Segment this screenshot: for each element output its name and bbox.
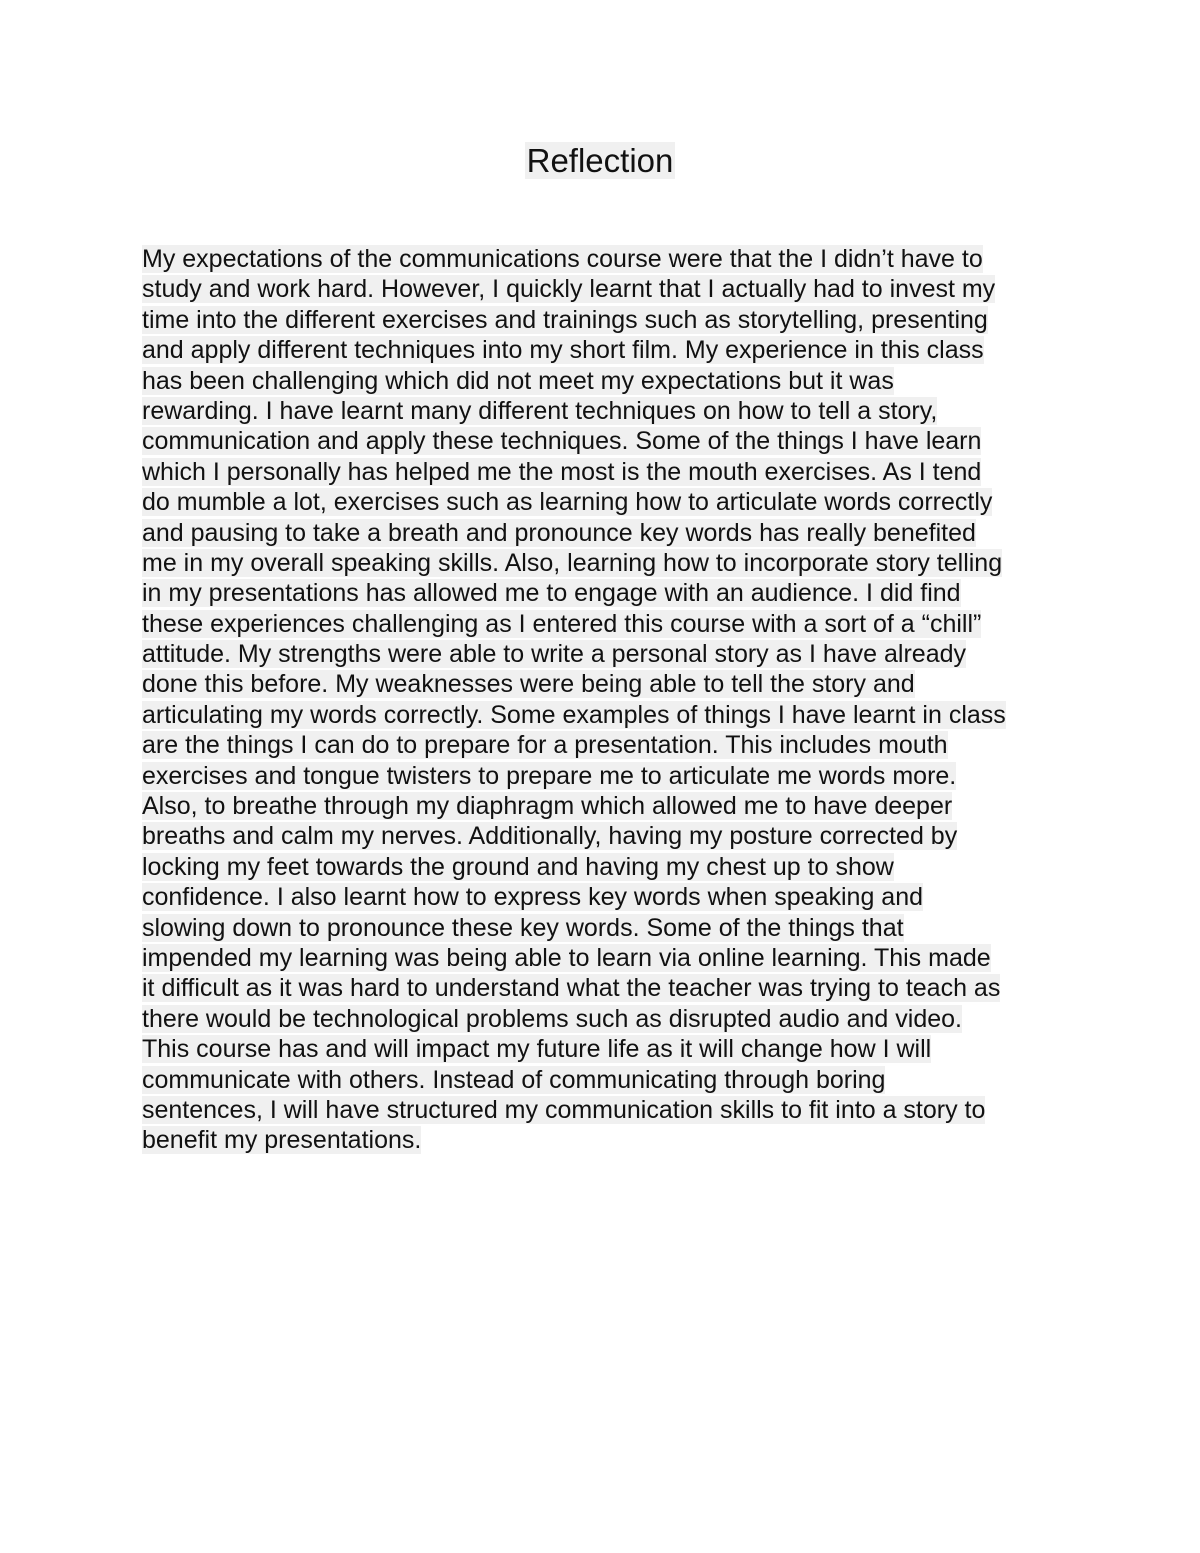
body-line: communication and apply these techniques. Some of the things I have learn	[142, 427, 982, 456]
body-line: sentences, I will have structured my communication skills to fit into a story to	[142, 1095, 986, 1124]
body-line: rewarding. I have learnt many different techniques on how to tell a story,	[142, 396, 938, 425]
body-line: are the things I can do to prepare for a presentation. This includes mouth	[142, 731, 948, 760]
body-line: confidence. I also learnt how to express key words when speaking and	[142, 883, 924, 912]
body-line: breaths and calm my nerves. Additionally, having my posture corrected by	[142, 822, 958, 851]
body-line: study and work hard. However, I quickly learnt that I actually had to invest my	[142, 275, 996, 304]
body-line: articulating my words correctly. Some examples of things I have learnt in class	[142, 700, 1006, 729]
body-line: locking my feet towards the ground and having my chest up to show	[142, 852, 894, 881]
document-title-text: Reflection	[526, 142, 674, 179]
body-line: there would be technological problems such as disrupted audio and video.	[142, 1004, 962, 1033]
body-line: communicate with others. Instead of communicating through boring	[142, 1065, 886, 1094]
body-line: This course has and will impact my future life as it will change how I will	[142, 1035, 932, 1064]
body-line: impended my learning was being able to learn via online learning. This made	[142, 943, 991, 972]
body-line: which I personally has helped me the most is the mouth exercises. As I tend	[142, 457, 982, 486]
body-line: and apply different techniques into my short film. My experience in this class	[142, 336, 984, 365]
body-line: My expectations of the communications course were that the I didn’t have to	[142, 245, 983, 273]
body-line: has been challenging which did not meet my expectations but it was	[142, 366, 894, 395]
body-line: time into the different exercises and trainings such as storytelling, presenting	[142, 305, 988, 334]
document-title	[0, 140, 1200, 182]
body-line: slowing down to pronounce these key words. Some of the things that	[142, 913, 904, 942]
body-line: it difficult as it was hard to understand what the teacher was trying to teach as	[142, 974, 1001, 1003]
document-body	[142, 244, 1072, 1156]
body-line: do mumble a lot, exercises such as learning how to articulate words correctly	[142, 488, 993, 517]
body-line: in my presentations has allowed me to engage with an audience. I did find	[142, 579, 961, 608]
body-line: exercises and tongue twisters to prepare me to articulate me words more.	[142, 761, 957, 790]
body-line: Also, to breathe through my diaphragm which allowed me to have deeper	[142, 792, 953, 821]
body-line: me in my overall speaking skills. Also, learning how to incorporate story telling	[142, 548, 1003, 577]
body-line: and pausing to take a breath and pronounce key words has really benefited	[142, 518, 976, 547]
body-line: benefit my presentations.	[142, 1126, 422, 1155]
body-line: done this before. My weaknesses were being able to tell the story and	[142, 670, 915, 699]
body-line: these experiences challenging as I entered this course with a sort of a “chill”	[142, 609, 982, 638]
body-line: attitude. My strengths were able to write a personal story as I have already	[142, 640, 967, 669]
